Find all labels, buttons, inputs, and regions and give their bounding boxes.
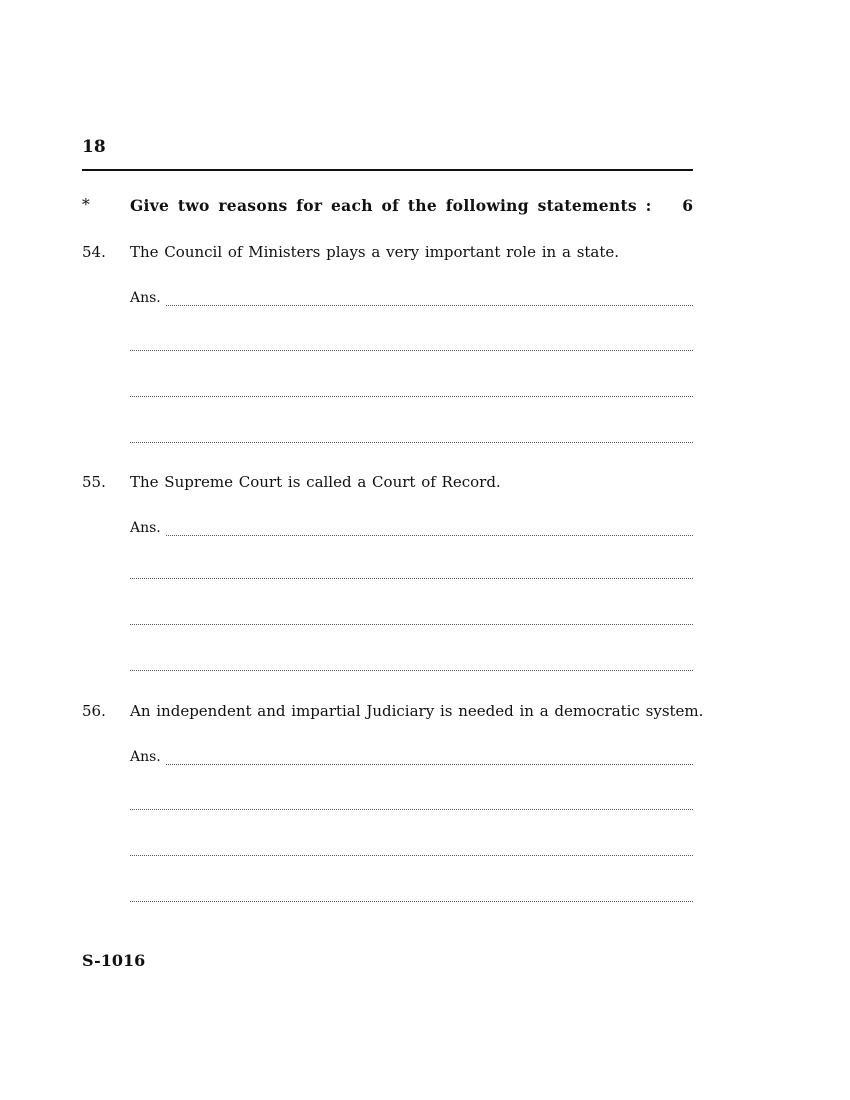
question-number: 55.: [82, 473, 106, 491]
question-text: An independent and impartial Judiciary is needed in a democratic system.: [130, 702, 704, 720]
answer-line[interactable]: [130, 442, 693, 443]
question-text: The Council of Ministers plays a very important role in a state.: [130, 243, 620, 261]
answer-label: Ans.: [130, 520, 161, 536]
instruction-marker: *: [82, 196, 90, 214]
page-number: 18: [82, 137, 106, 157]
answer-line[interactable]: [130, 901, 693, 902]
answer-dots: [166, 535, 693, 536]
instruction-row: [82, 196, 693, 218]
question-54: [82, 243, 693, 453]
question-55: [82, 473, 693, 683]
header-rule: [82, 169, 693, 171]
question-56: [82, 702, 704, 912]
answer-line[interactable]: [130, 624, 693, 625]
question-text: The Supreme Court is called a Court of Record.: [130, 473, 501, 491]
answer-line[interactable]: [130, 855, 693, 856]
question-number: 56.: [82, 702, 106, 720]
answer-line[interactable]: [130, 809, 693, 810]
answer-dots: [166, 764, 693, 765]
answer-line[interactable]: [130, 670, 693, 671]
footer-code: S-1016: [82, 951, 146, 970]
answer-line[interactable]: [130, 578, 693, 579]
answer-line[interactable]: [130, 350, 693, 351]
instruction-text: Give two reasons for each of the following statements :: [130, 196, 652, 215]
answer-line[interactable]: [130, 396, 693, 397]
question-number: 54.: [82, 243, 106, 261]
answer-label: Ans.: [130, 290, 161, 306]
answer-dots: [166, 305, 693, 306]
answer-label: Ans.: [130, 749, 161, 765]
instruction-marks: 6: [682, 196, 693, 215]
